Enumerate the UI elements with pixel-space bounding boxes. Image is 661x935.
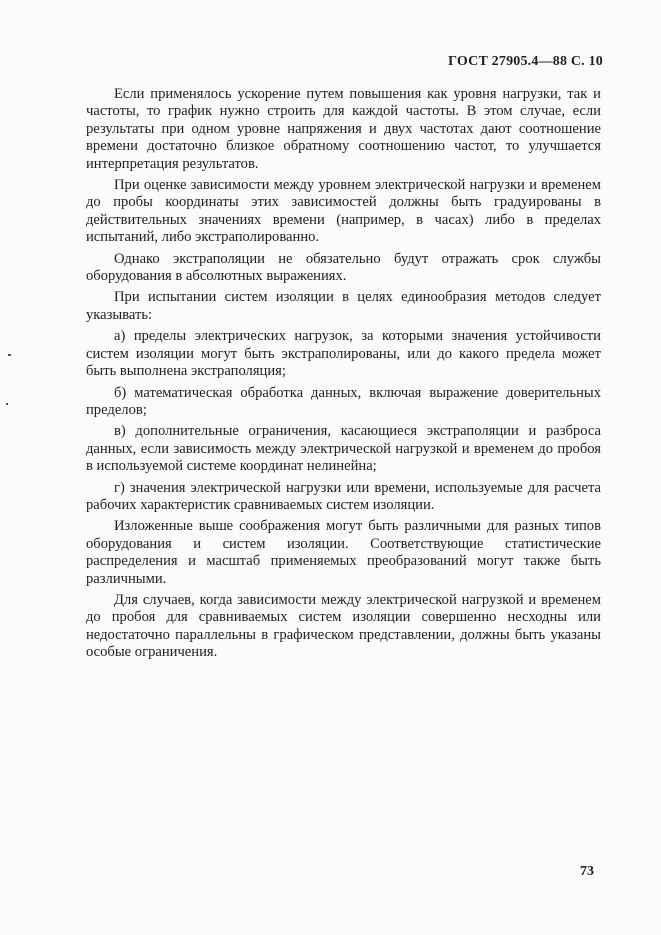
list-item-a: а) пределы электрических нагрузок, за которыми значения устойчивости систем изоляции могут быть экстраполированы, или до какого предела может быть выполнена экстраполяция;: [86, 328, 601, 380]
paragraph: При оценке зависимости между уровнем электрической нагрузки и временем до пробы координаты этих зависимостей должны быть градуированы в действительных значениях времени (например, в часах) либо в пределах испытаний, либо экстраполированно.: [86, 177, 601, 246]
paragraph: Для случаев, когда зависимости между электрической нагрузкой и временем до пробоя для сравниваемых систем изоляции совершенно несходны или недостаточно параллельны в графическом представлении, должны быть указаны особые ограничения.: [86, 591, 601, 661]
list-item-v: в) дополнительные ограничения, касающиеся экстраполяции и разброса данных, если зависимость между электрической нагрузкой и временем до пробоя в используемой системе координат нелинейна;: [86, 423, 601, 475]
scan-speck: [8, 354, 11, 356]
list-item-g: г) значения электрической нагрузки или времени, используемые для расчета рабочих характеристик сравниваемых систем изоляции.: [86, 479, 601, 513]
paragraph: Однако экстраполяции не обязательно будут отражать срок службы оборудования в абсолютных выражениях.: [86, 250, 601, 285]
paragraph: При испытании систем изоляции в целях единообразия методов следует указывать:: [86, 289, 601, 323]
list-item-b: б) математическая обработка данных, включая выражение доверительных пределов;: [86, 384, 601, 418]
scan-speck: [6, 403, 8, 405]
page-number: 73: [580, 864, 594, 879]
paragraph: Изложенные выше соображения могут быть различными для разных типов оборудования и систем изоляции. Соответствующие статистические распределения и масштаб применяемых преобразований могут также быть различными.: [86, 518, 601, 587]
document-header: ГОСТ 27905.4—88 С. 10: [448, 54, 603, 69]
body-text: [86, 86, 601, 666]
paragraph: Если применялось ускорение путем повышения как уровня нагрузки, так и частоты, то график нужно строить для каждой частоты. В этом случае, если результаты при одном уровне напряжения и двух частотах дают соотношение времени достаточно близкое обратному соотношению частот, то улучшается интерпретация результатов.: [86, 86, 601, 172]
